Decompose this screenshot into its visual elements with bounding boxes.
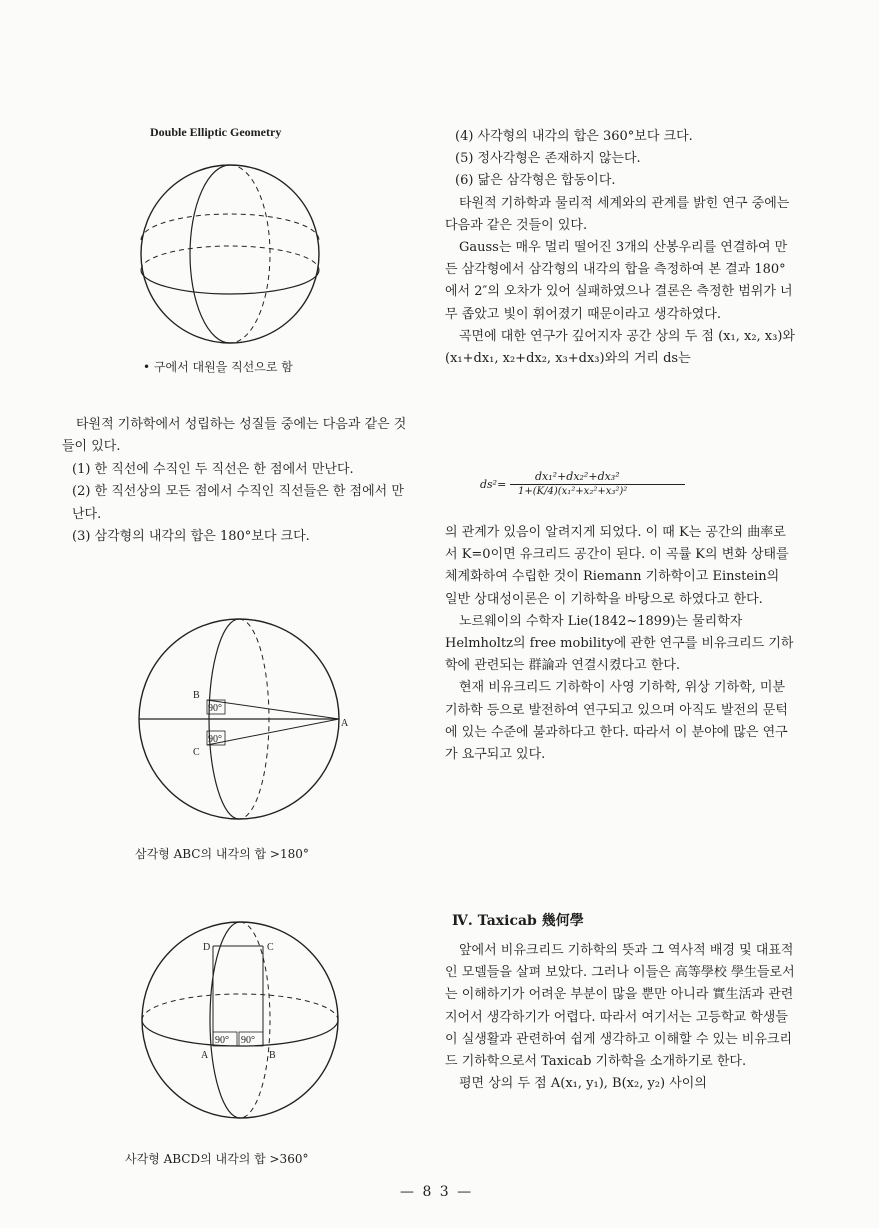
- figure3-angle-2: 90°: [241, 1035, 255, 1046]
- figure2-caption: 삼각형 ABC의 내각의 합 >180°: [135, 847, 309, 861]
- right-item-4: (4) 사각형의 내각의 합은 360°보다 크다.: [455, 129, 693, 144]
- right-column-text-top: [445, 126, 795, 370]
- figure2-angle-1: 90°: [208, 703, 222, 714]
- left-item-2: (2) 한 직선상의 모든 점에서 수직인 직선들은 한 점에서 만난다.: [72, 484, 404, 522]
- figure3-label-d: D: [203, 942, 211, 953]
- section-heading: Ⅳ. Taxicab 幾何學: [452, 913, 584, 929]
- right-para-3: 곡면에 대한 연구가 깊어지자 공간 상의 두 점 (x₁, x₂, x₃)와 (x₁+dx₁, x₂+dx₂, x₃+dx₃)와의 거리 ds는: [445, 328, 795, 367]
- formula-lhs: ds²=: [480, 478, 507, 491]
- right-para-7: 앞에서 비유크리드 기하학의 뜻과 그 역사적 배경 및 대표적인 모델들을 살펴 보았다. 그러나 이들은 高等學校 學生들로서는 이해하기가 어려운 부분이 많을 뿐만 아니라 實生活과 관련지어서 생각하기가 어렵다. 따라서 여기서는 고등학교 학생들이 실생활과 관련하여 쉽게 생각하고 이해할 수 있는 비유크리드 기하학으로서 Taxicab 기하학을 소개하기로 한다.: [445, 943, 795, 1070]
- right-column-text-bottom: [445, 940, 795, 1095]
- figure3-angle-1: 90°: [215, 1035, 229, 1046]
- right-item-6: (6) 닮은 삼각형은 합동이다.: [455, 173, 616, 189]
- figure2-label-c: C: [193, 747, 200, 758]
- figure2-sphere: [125, 605, 355, 835]
- figure2-label-a: A: [341, 718, 349, 729]
- right-para-6: 현재 비유크리드 기하학이 사영 기하학, 위상 기하학, 미분 기하학 등으로 발전하여 연구되고 있으며 아직도 발전의 문턱에 있는 수준에 불과하다고 한다. 따라서 이 분야에 많은 연구가 요구되고 있다.: [445, 680, 788, 763]
- figure2-label-b: B: [193, 690, 200, 701]
- figure2-angle-2: 90°: [208, 734, 222, 745]
- left-item-1: (1) 한 직선에 수직인 두 직선은 한 점에서 만난다.: [72, 461, 354, 477]
- page-number: — 8 3 —: [400, 1184, 474, 1200]
- figure1-sphere: [130, 160, 330, 350]
- figure1-caption: • 구에서 대원을 직선으로 함: [143, 360, 293, 374]
- figure3-sphere: [135, 910, 345, 1130]
- right-para-1: 타원적 기하학과 물리적 세계와의 관계를 밝힌 연구 중에는 다음과 같은 것들이 있다.: [445, 195, 790, 233]
- formula-fraction-bar: [510, 484, 685, 485]
- figure3-label-c: C: [267, 942, 274, 953]
- left-intro: 타원적 기하학에서 성립하는 성질들 중에는 다음과 같은 것들이 있다.: [62, 417, 407, 455]
- right-item-5: (5) 정사각형은 존재하지 않는다.: [455, 151, 641, 167]
- right-para-8: 평면 상의 두 점 A(x₁, y₁), B(x₂, y₂) 사이의: [459, 1076, 707, 1092]
- right-para-2: Gauss는 매우 멀리 떨어진 3개의 산봉우리를 연결하여 만든 삼각형에서 삼각형의 내각의 합을 측정하여 본 결과 180°에서 2″의 오차가 있어 실패하였으나 결론은 측정한 범위가 너무 좁았고 빛이 휘어졌기 때문이라고 생각하였다.: [445, 240, 793, 322]
- formula-denominator: 1+(K/4)(x₁²+x₂²+x₃²)²: [518, 486, 628, 497]
- right-column-text-middle: [445, 522, 795, 766]
- right-para-4: 의 관계가 있음이 알려지게 되었다. 이 때 K는 공간의 曲率로서 K=0이면 유크리드 공간이 된다. 이 곡률 K의 변화 상태를 체계화하여 수립한 것이 Riemann 기하학이고 Einstein의 일반 상대성이론은 이 기하학을 바탕으로 하였다고 한다.: [445, 525, 789, 607]
- left-item-3: (3) 삼각형의 내각의 합은 180°보다 크다.: [72, 529, 310, 545]
- formula-numerator: dx₁²+dx₂²+dx₃²: [535, 470, 620, 483]
- figure1-title: Double Elliptic Geometry: [150, 125, 282, 139]
- right-para-5: 노르웨이의 수학자 Lie(1842~1899)는 물리학자 Helmholtz의 free mobility에 관한 연구를 비유크리드 기하학에 관련되는 群論과 연결시켰다고 한다.: [445, 613, 794, 674]
- left-column-text: [62, 414, 414, 548]
- figure3-label-a: A: [201, 1050, 209, 1061]
- figure3-label-b: B: [269, 1050, 276, 1061]
- figure3-caption: 사각형 ABCD의 내각의 합 >360°: [125, 1152, 309, 1166]
